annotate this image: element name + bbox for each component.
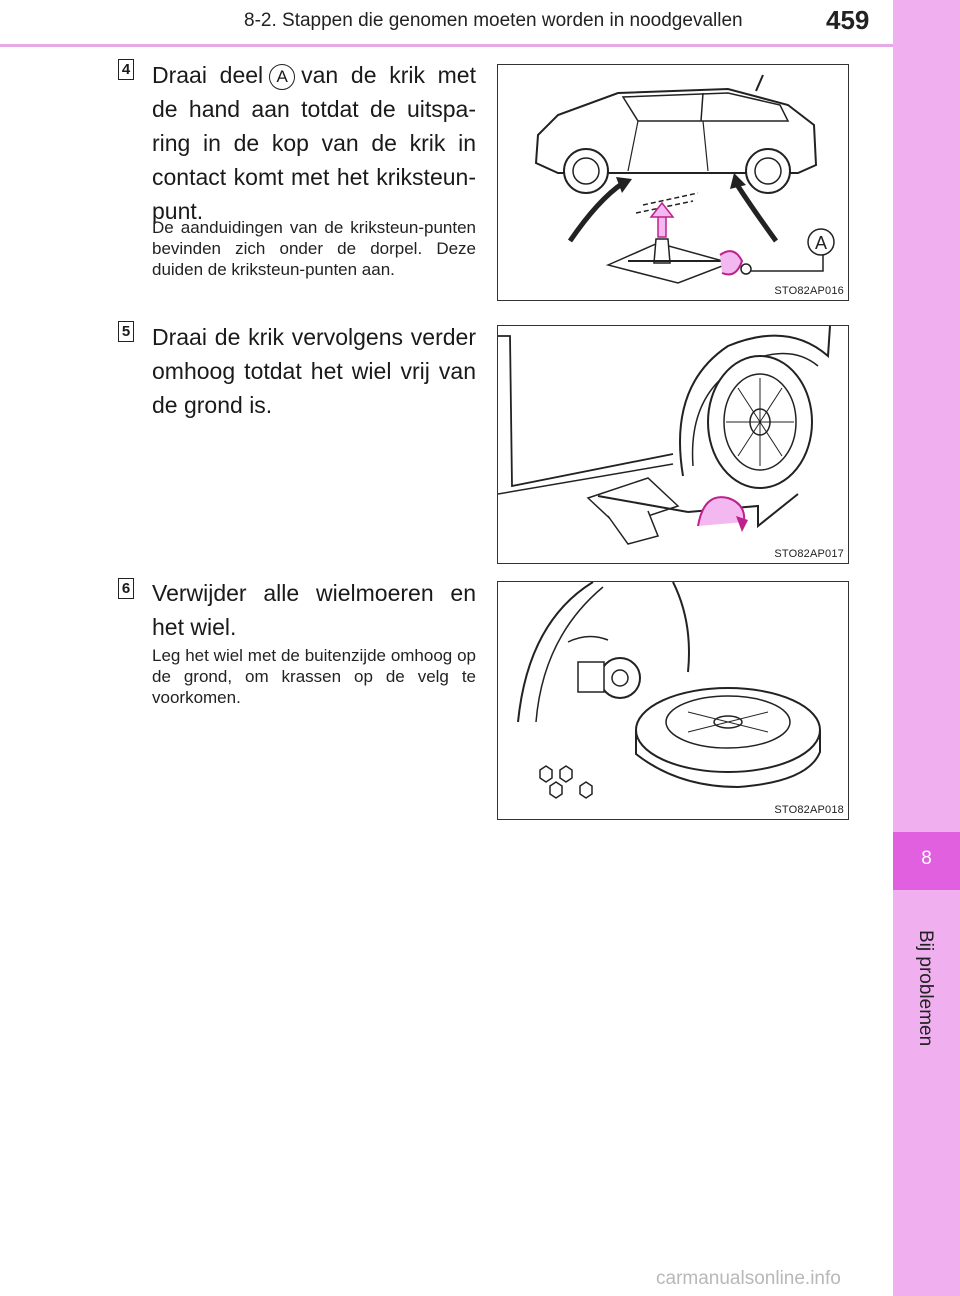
step-badge-6: 6	[118, 578, 134, 599]
header-rule	[0, 44, 893, 47]
figure-wheel-removed	[497, 581, 849, 820]
running-header: 8-2. Stappen die genomen moeten worden in noodgevallen	[244, 10, 743, 31]
figure-code: STO82AP016	[774, 285, 844, 297]
figure-code: STO82AP017	[774, 548, 844, 560]
step-4-text-before: Draai deel	[152, 62, 264, 88]
figure-code: STO82AP018	[774, 804, 844, 816]
chapter-label: Bij problemen	[915, 930, 936, 1047]
figure-jack-under-car	[497, 64, 849, 301]
chapter-side-tab	[893, 0, 960, 1296]
step-badge-5: 5	[118, 321, 134, 342]
step-badge-4: 4	[118, 59, 134, 80]
page-number: 459	[826, 5, 870, 35]
chapter-number: 8	[921, 848, 932, 869]
step-5-instruction: Draai de krik vervolgens verder omhoog totdat het wiel vrij van de grond is.	[152, 324, 476, 418]
wheel-removed-illustration	[498, 582, 847, 818]
wheel-lift-illustration	[498, 326, 847, 562]
step-4-text-after: van de krik met de hand aan totdat de uitspa-ring in de kop van de krik in contact komt met het kriksteun-punt.	[152, 62, 476, 224]
step-4-note: De aanduidingen van de kriksteun-punten bevinden zich onder de dorpel. Deze duiden de kriksteun-punten aan.	[152, 218, 476, 279]
step-6-note: Leg het wiel met de buitenzijde omhoog op de grond, om krassen op de velg te voorkomen.	[152, 646, 476, 707]
callout-a-label: A	[814, 233, 828, 253]
figure-jack-raising-wheel	[497, 325, 849, 564]
watermark: carmanualsonline.info	[656, 1268, 841, 1289]
part-a-reference: A	[269, 64, 295, 90]
step-4-instruction	[152, 58, 476, 228]
step-6-instruction: Verwijder alle wielmoeren en het wiel.	[152, 580, 476, 640]
car-jack-illustration	[498, 65, 847, 299]
